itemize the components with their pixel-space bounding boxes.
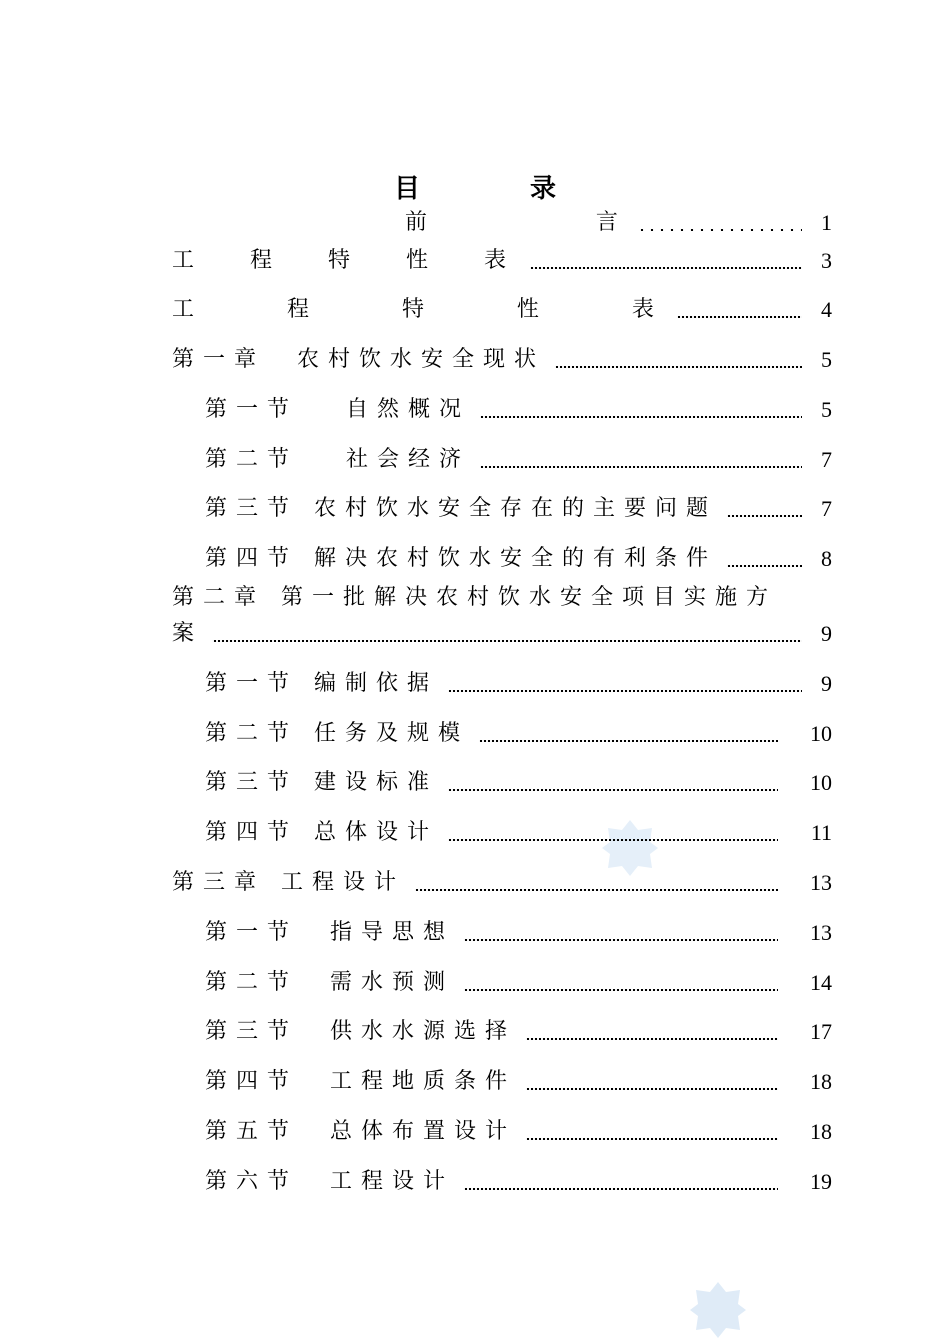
toc-leader-dots [637, 229, 802, 231]
toc-leader-dots [464, 1188, 778, 1190]
toc-entry[interactable] [172, 868, 832, 898]
toc-leader-dots [479, 740, 778, 742]
watermark-logo-icon [688, 1280, 748, 1340]
toc-entry[interactable] [172, 619, 832, 649]
toc-entry[interactable] [205, 544, 832, 574]
toc-entry-page: 17 [810, 1019, 832, 1044]
toc-entry-label: 工 程 特 性 表 [172, 248, 520, 273]
toc-entry-label: 第三章 工程设计 [172, 870, 405, 895]
toc-entry[interactable] [205, 1117, 832, 1147]
toc-entry[interactable] [205, 1017, 832, 1047]
toc-entry-page: 18 [810, 1119, 832, 1144]
toc-entry[interactable] [205, 719, 832, 749]
toc-leader-dots [213, 640, 802, 642]
toc-entry-label: 第二节 任务及规模 [205, 721, 469, 746]
toc-entry-page: 10 [810, 721, 832, 746]
toc-leader-dots [677, 316, 802, 318]
toc-leader-dots [530, 267, 802, 269]
toc-entry-page: 13 [810, 870, 832, 895]
toc-entry[interactable] [405, 208, 832, 238]
toc-leader-dots [526, 1038, 778, 1040]
toc-title-right: 录 [530, 174, 557, 204]
toc-entry-page: 9 [821, 671, 832, 696]
toc-entry-label: 第三节 建设标准 [205, 770, 438, 795]
toc-entry-page: 9 [821, 621, 832, 646]
toc-entry-page: 14 [810, 970, 832, 995]
toc-entry-label: 第三节 供水水源选择 [205, 1019, 516, 1044]
toc-entry[interactable] [205, 768, 832, 798]
toc-entry-page: 5 [821, 347, 832, 372]
toc-entry-page: 11 [810, 820, 832, 845]
toc-entry-page: 4 [821, 297, 832, 322]
toc-leader-dots [448, 690, 802, 692]
toc-entry-label: 第一节 指导思想 [205, 920, 454, 945]
toc-entry[interactable] [205, 1067, 832, 1097]
toc-leader-dots [448, 839, 778, 841]
toc-entry[interactable] [205, 669, 832, 699]
toc-entry[interactable] [205, 494, 832, 524]
toc-entry-page: 8 [821, 546, 832, 571]
toc-entry-label: 第四节 工程地质条件 [205, 1069, 516, 1094]
toc-entry-label: 第四节 解决农村饮水安全的有利条件 [205, 546, 717, 571]
toc-entry[interactable] [172, 345, 832, 375]
toc-entry-label: 第一章 农村饮水安全现状 [172, 347, 545, 372]
toc-entry-label: 第一节 编制依据 [205, 671, 438, 696]
toc-entry-label: 前 言 [405, 210, 627, 235]
toc-entry[interactable] [205, 395, 832, 425]
toc-entry-page: 7 [821, 447, 832, 472]
toc-entry-label: 第二节 社会经济 [205, 447, 470, 472]
toc-entry-label: 第二节 需水预测 [205, 970, 454, 995]
toc-entry[interactable] [205, 445, 832, 475]
toc-entry-label: 第四节 总体设计 [205, 820, 438, 845]
toc-leader-dots [526, 1138, 778, 1140]
toc-entry[interactable] [205, 1167, 832, 1197]
toc-entry-page: 7 [821, 496, 832, 521]
toc-entry-label-line2: 案 [172, 621, 204, 646]
toc-entry-label: 第三节 农村饮水安全存在的主要问题 [205, 496, 717, 521]
toc-leader-dots [727, 515, 802, 517]
toc-leader-dots [727, 565, 802, 567]
toc-entry-page: 1 [821, 210, 832, 235]
toc-leader-dots [555, 366, 802, 368]
toc-entry-page: 5 [821, 397, 832, 422]
toc-entry[interactable] [205, 818, 832, 848]
toc-entry-page: 19 [810, 1169, 832, 1194]
toc-entry-label: 第一节 自然概况 [205, 397, 470, 422]
toc-entry-label: 第六节 工程设计 [205, 1169, 454, 1194]
toc-leader-dots [480, 466, 802, 468]
toc-entry[interactable] [205, 918, 832, 948]
toc-entry-page: 18 [810, 1069, 832, 1094]
toc-leader-dots [464, 989, 778, 991]
toc-entry-page: 3 [821, 248, 832, 273]
toc-leader-dots [526, 1088, 778, 1090]
toc-entry[interactable] [172, 246, 832, 276]
toc-title-left: 目 [393, 174, 420, 204]
toc-entry[interactable] [172, 295, 832, 325]
toc-leader-dots [480, 416, 802, 418]
toc-entry-page: 13 [810, 920, 832, 945]
toc-title [0, 168, 950, 205]
toc-entry[interactable] [205, 968, 832, 998]
toc-entry-label: 第五节 总体布置设计 [205, 1119, 516, 1144]
toc-leader-dots [415, 889, 778, 891]
toc-entry-page: 10 [810, 770, 832, 795]
toc-entry-label-line1[interactable]: 第二章 第一批解决农村饮水安全项目实施方 [172, 585, 777, 610]
toc-entry-label: 工 程 特 性 表 [172, 297, 667, 322]
toc-leader-dots [448, 789, 778, 791]
toc-leader-dots [464, 939, 778, 941]
